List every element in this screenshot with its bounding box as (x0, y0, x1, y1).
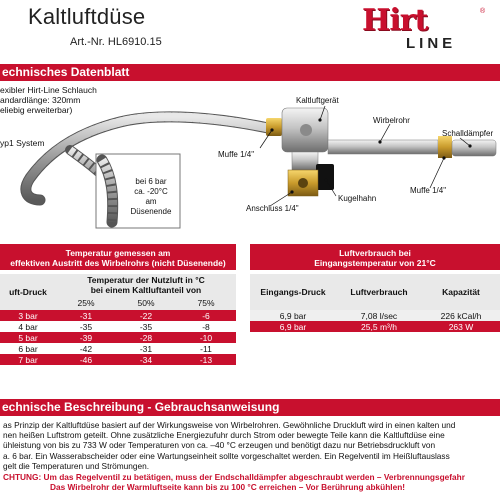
col-header-kapazitaet: Kapazität (422, 274, 500, 310)
pct-header: 75% (176, 296, 236, 310)
cell-druck: 4 bar (18, 321, 38, 332)
cell-value: -11 (200, 343, 212, 354)
cell-value: -6 (202, 310, 210, 321)
cell-kapazitaet: 226 kCal/h (440, 310, 482, 321)
callout-schalldaempfer: Schalldämpfer (442, 129, 494, 138)
cell-druck: 7 bar (18, 354, 38, 365)
consumption-table-title (250, 244, 500, 270)
logo-registered-mark: ® (480, 8, 486, 15)
callout-kaltluftgeraet: Kaltluftgerät (296, 96, 339, 105)
pct-header: 25% (56, 296, 116, 310)
cell-verbrauch: 7,08 l/sec (360, 310, 398, 321)
cell-value: -35 (79, 321, 93, 332)
pct-header: 50% (116, 296, 176, 310)
temperature-table (0, 244, 236, 365)
consumption-table-wrap (250, 244, 500, 332)
temperature-table-wrap (0, 244, 236, 365)
cell-value: -42 (79, 343, 93, 354)
cell-druck: 6,9 bar (279, 310, 307, 321)
table-row (0, 354, 236, 365)
logo-brand: Hirt (362, 3, 428, 38)
callout-muffe-left: Muffe 1/4" (218, 150, 255, 159)
cell-value: -39 (79, 332, 93, 343)
section-heading-datasheet: echnisches Datenblatt (0, 64, 500, 81)
description-line: ühleistung von bis zu 733 W oder Temperaturen von ca. –40 °C erzeugen und benötigt dazu nur Betriebsdruckluft von (3, 440, 436, 451)
table-row (0, 343, 236, 354)
cell-value: -46 (79, 354, 93, 365)
cell-value: -13 (199, 354, 213, 365)
table-row (0, 332, 236, 343)
section-heading-description: echnische Beschreibung - Gebrauchsanweisung (0, 399, 500, 416)
callout-muffe-right: Muffe 1/4" (410, 186, 447, 195)
wirbelrohr-tube (328, 140, 438, 154)
zoom-line: ca. -20°C (134, 187, 168, 196)
muffe-left-fitting (266, 118, 282, 136)
cell-druck: 6 bar (18, 343, 38, 354)
cell-value: -22 (139, 310, 153, 321)
col-header-luftdruck: uft-Druck (0, 274, 56, 310)
col-group-header (56, 274, 236, 296)
kugelhahn-handle (316, 164, 334, 190)
warning-line: Das Wirbelrohr der Warmluftseite kann bis zu 100 °C erreichen – Vor Berührung abkühlen! (50, 482, 406, 493)
logo-sub: LINE (406, 35, 457, 52)
schalldaempfer (452, 140, 496, 156)
product-illustration (0, 82, 500, 242)
zoom-line: bei 6 bar (135, 177, 167, 186)
table-row (250, 310, 500, 321)
callout-anschluss: Anschluss 1/4" (246, 204, 299, 213)
spec-line: eliebig erweiterbar) (0, 105, 73, 115)
spec-line: andardlänge: 320mm (0, 95, 81, 105)
page-title: Kaltluftdüse (28, 4, 146, 29)
group-header-line: Temperatur der Nutzluft in °C (87, 275, 205, 285)
cell-value: -31 (79, 310, 93, 321)
description-line: gelt die Temperaturen und Strömungen. (3, 460, 150, 471)
article-number: Art.-Nr. HL6910.15 (70, 36, 162, 48)
consumption-table (250, 244, 500, 332)
table-row (250, 321, 500, 332)
table-title-line: effektiven Austritt des Wirbelrohrs (nicht Düsenende) (10, 258, 226, 268)
warning-text (0, 472, 500, 493)
cell-druck: 5 bar (18, 332, 38, 343)
cell-value: -31 (139, 343, 153, 354)
group-header-line: bei einem Kaltluftanteil von (90, 285, 202, 295)
cell-kapazitaet: 263 W (448, 321, 474, 332)
cell-value: -34 (139, 354, 153, 365)
hirt-line-logo (362, 3, 496, 52)
description-line: as Prinzip der Kaltluftdüse basiert auf der Wirkungsweise von Wirbelrohren. Gewöhnliche Druckluft wird in einen kalten und (3, 420, 456, 430)
col-header-eingangsdruck: Eingangs-Druck (250, 274, 336, 310)
cell-value: -35 (139, 321, 153, 332)
table-row (0, 321, 236, 332)
cell-druck: 3 bar (18, 310, 38, 321)
zoom-annotation (122, 177, 180, 217)
cell-value: -8 (202, 321, 210, 332)
description-text (0, 420, 500, 471)
description-line: a. 6 bar. Ein Wasserabscheider oder eine Wartungseinheit sollte vorgeschaltet werden. Ein Regelventil im Heißluftauslass (3, 450, 450, 461)
zoom-line: Düsenende (130, 207, 172, 216)
cell-value: -28 (139, 332, 153, 343)
zoom-line: am (145, 197, 157, 206)
spec-line: exibler Hirt-Line Schlauch (0, 85, 97, 95)
description-line: nen heißen Luftstrom geteilt. Ohne zusätzliche Energiezufuhr durch Strom oder bewegte Teile kann die Kaltluftdüse eine (3, 430, 445, 441)
table-title-line: Luftverbrauch bei (339, 248, 411, 258)
cell-verbrauch: 25,5 m³/h (361, 321, 397, 332)
cell-druck: 6,9 bar (279, 321, 307, 332)
cell-value: -10 (199, 332, 213, 343)
warning-line: CHTUNG: Um das Regelventil zu betätigen, muss der Endschalldämpfer abgeschraubt werden – Verbrennungsgefahr (3, 472, 465, 482)
table-row (0, 310, 236, 321)
muffe-right-fitting (438, 136, 452, 158)
spec-line: yp1 System (0, 138, 45, 148)
callout-kugelhahn: Kugelhahn (338, 194, 377, 203)
temperature-table-title (0, 244, 236, 270)
table-title-line: Temperatur gemessen am (65, 248, 171, 258)
col-header-luftverbrauch: Luftverbrauch (336, 274, 422, 310)
table-title-line: Eingangstemperatur von 21°C (314, 258, 436, 268)
callout-wirbelrohr: Wirbelrohr (373, 116, 410, 125)
